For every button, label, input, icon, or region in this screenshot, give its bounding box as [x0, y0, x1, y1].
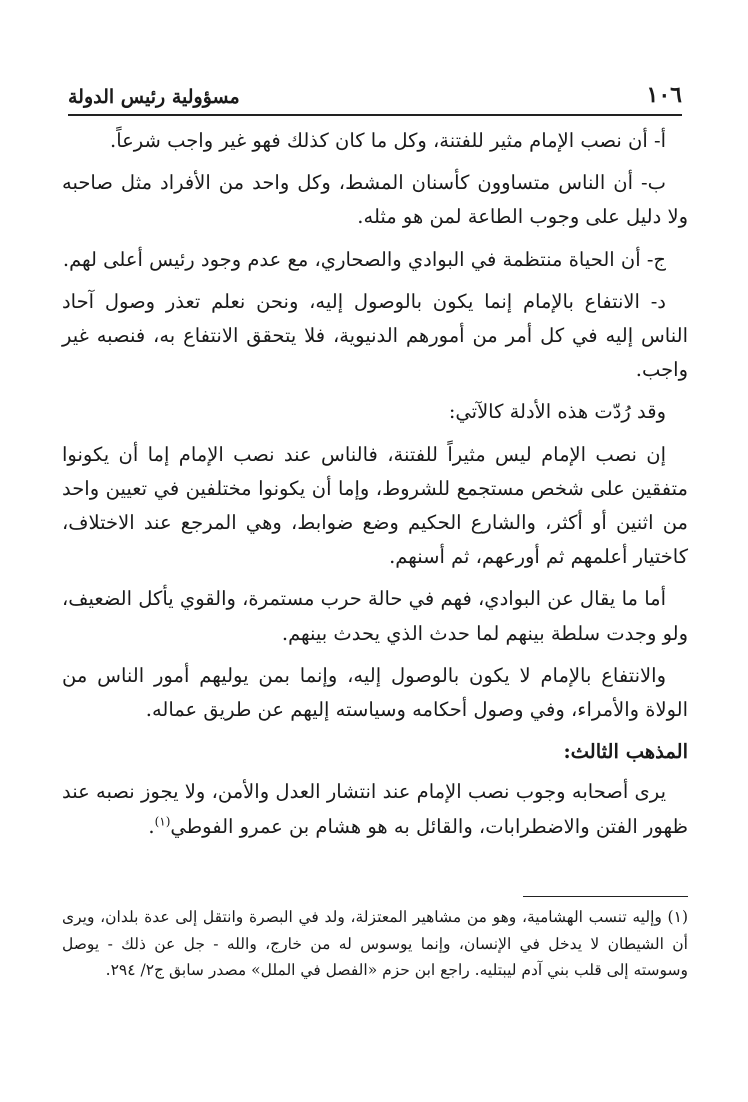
paragraph-rebuttal-1: إن نصب الإمام ليس مثيراً للفتنة، فالناس عند نصب الإمام إما أن يكونوا متفقين على شخص مستجمع للشروط، وإما أن يكونوا مختلفين في تعيين واحد من اثنين أو أكثر، والشارع الحكيم وضع ضوابط، وهي المرجع عند الاختلاف، كاختيار أعلمهم ثم أورعهم، ثم أسنهم. — [62, 442, 688, 569]
footnote-divider — [523, 896, 688, 897]
page-header — [68, 76, 682, 116]
paragraph-d: د- الانتفاع بالإمام إنما يكون بالوصول إليه، ونحن نعلم تعذر وصول آحاد الناس إليه في كل أمر من أمورهم الدنيوية، فلا يتحقق الانتفاع به، فنصبه غير واجب. — [62, 289, 688, 382]
body-text — [62, 124, 688, 844]
paragraph-c: ج- أن الحياة منتظمة في البوادي والصحاري، مع عدم وجود رئيس أعلى لهم. — [62, 247, 666, 271]
footnote-text: (١) وإليه تنسب الهشامية، وهو من مشاهير المعتزلة، ولد في البصرة وانتقل إلى عدة بلدان، ويرى أن الشيطان لا يدخل في الإنسان، وإنما يوسوس له من خارج، والله - جل عن ذلك - يوصل وسوسته إلى قلب بني آدم ليبتليه. راجع ابن حزم «الفصل في الملل» مصدر سابق ج٢/ ٢٩٤. — [62, 908, 688, 979]
footnote-reference[interactable]: (١) — [154, 814, 171, 829]
footnote — [62, 904, 688, 984]
paragraph-rebuttal-2: أما ما يقال عن البوادي، فهم في حالة حرب مستمرة، والقوي يأكل الضعيف، ولو وجدت سلطة بينهم لما حدث الذي يحدث بينهم. — [62, 587, 688, 645]
running-title: مسؤولية رئيس الدولة — [68, 86, 240, 108]
paragraph-end-mark: . — [148, 814, 155, 838]
paragraph-rebuttal-intro: وقد رُدّت هذه الأدلة كالآتي: — [448, 400, 666, 424]
paragraph-third-school-text: يرى أصحابه وجوب نصب الإمام عند انتشار العدل والأمن، ولا يجوز نصبه عند ظهور الفتن والاضطرابات، والقائل به هو هشام بن عمرو الفوطي — [62, 780, 688, 838]
page-number: ١٠٦ — [646, 82, 682, 108]
paragraph-third-school — [62, 775, 688, 843]
paragraph-rebuttal-3: والانتفاع بالإمام لا يكون بالوصول إليه، وإنما بمن يوليهم أمور الناس من الولاة والأمراء، وفي وصول أحكامه وسياسته إليهم عن طريق عماله. — [62, 663, 688, 722]
paragraph-b: ب- أن الناس متساوون كأسنان المشط، وكل واحد من الأفراد مثل صاحبه ولا دليل على وجوب الطاعة لمن هو مثله. — [62, 171, 688, 229]
paragraph-a: أ- أن نصب الإمام مثير للفتنة، وكل ما كان كذلك فهو غير واجب شرعاً. — [110, 129, 666, 152]
section-heading: المذهب الثالث: — [563, 740, 688, 764]
